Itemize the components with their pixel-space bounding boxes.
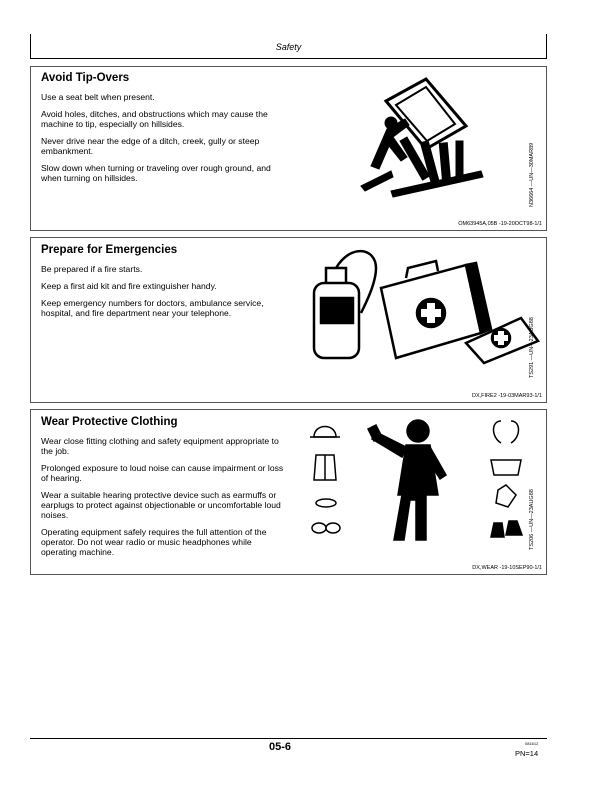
paragraph: Be prepared if a fire starts. [41, 264, 143, 274]
pn-label: PN=14 [515, 749, 539, 758]
reference-code: DX,FIRE2 -19-03MAR93-1/1 [472, 393, 542, 399]
reference-code: OM63945A,05B -19-20OCT98-1/1 [458, 221, 542, 227]
section-prepare-for-emergencies [30, 237, 547, 403]
section-body [41, 264, 286, 325]
protective-equipment-illustration [306, 415, 531, 545]
paragraph: Slow down when turning or traveling over rough ground, and when turning on hillsides. [41, 163, 271, 183]
reference-code: DX,WEAR -19-10SEP90-1/1 [472, 565, 542, 571]
header-rule [30, 58, 547, 59]
paragraph: Keep emergency numbers for doctors, ambulance service, hospital, and fire department near your telephone. [41, 298, 264, 318]
section-title: Prepare for Emergencies [41, 244, 178, 256]
section-title: Wear Protective Clothing [41, 416, 178, 428]
section-avoid-tip-overs [30, 66, 547, 231]
section-body [41, 436, 286, 564]
section-title: Avoid Tip-Overs [41, 72, 130, 84]
page-number: 05-6 [268, 741, 292, 753]
paragraph: Operating equipment safely requires the full attention of the operator. Do not wear radio or music headphones while operating machine. [41, 527, 267, 557]
paragraph: Never drive near the edge of a ditch, creek, gully or steep embankment. [41, 136, 260, 156]
tipping-machine-illustration [331, 71, 501, 201]
paragraph: Use a seat belt when present. [41, 92, 155, 102]
section-body [41, 92, 286, 190]
image-code: TS206 —UN—23AUG88 [529, 489, 535, 550]
footer-code: 081612 [525, 741, 539, 746]
paragraph: Keep a first aid kit and fire extinguisher handy. [41, 281, 217, 291]
paragraph: Avoid holes, ditches, and obstructions which may cause the machine to tip, especially on hillsides. [41, 109, 268, 129]
footer-rule [30, 738, 547, 739]
fire-extinguisher-first-aid-illustration [306, 243, 546, 368]
section-wear-protective-clothing [30, 409, 547, 575]
paragraph: Wear close fitting clothing and safety equipment appropriate to the job. [41, 436, 279, 456]
running-header: Safety [275, 42, 302, 52]
image-code: TS291 —UN—23AUG88 [529, 317, 535, 378]
paragraph: Prolonged exposure to loud noise can cause impairment or loss of hearing. [41, 463, 284, 483]
image-code: N36664 —UN—30MAR89 [529, 142, 535, 207]
paragraph: Wear a suitable hearing protective device such as earmuffs or earplugs to protect against objectionable or uncomfortable loud noises. [41, 490, 281, 520]
